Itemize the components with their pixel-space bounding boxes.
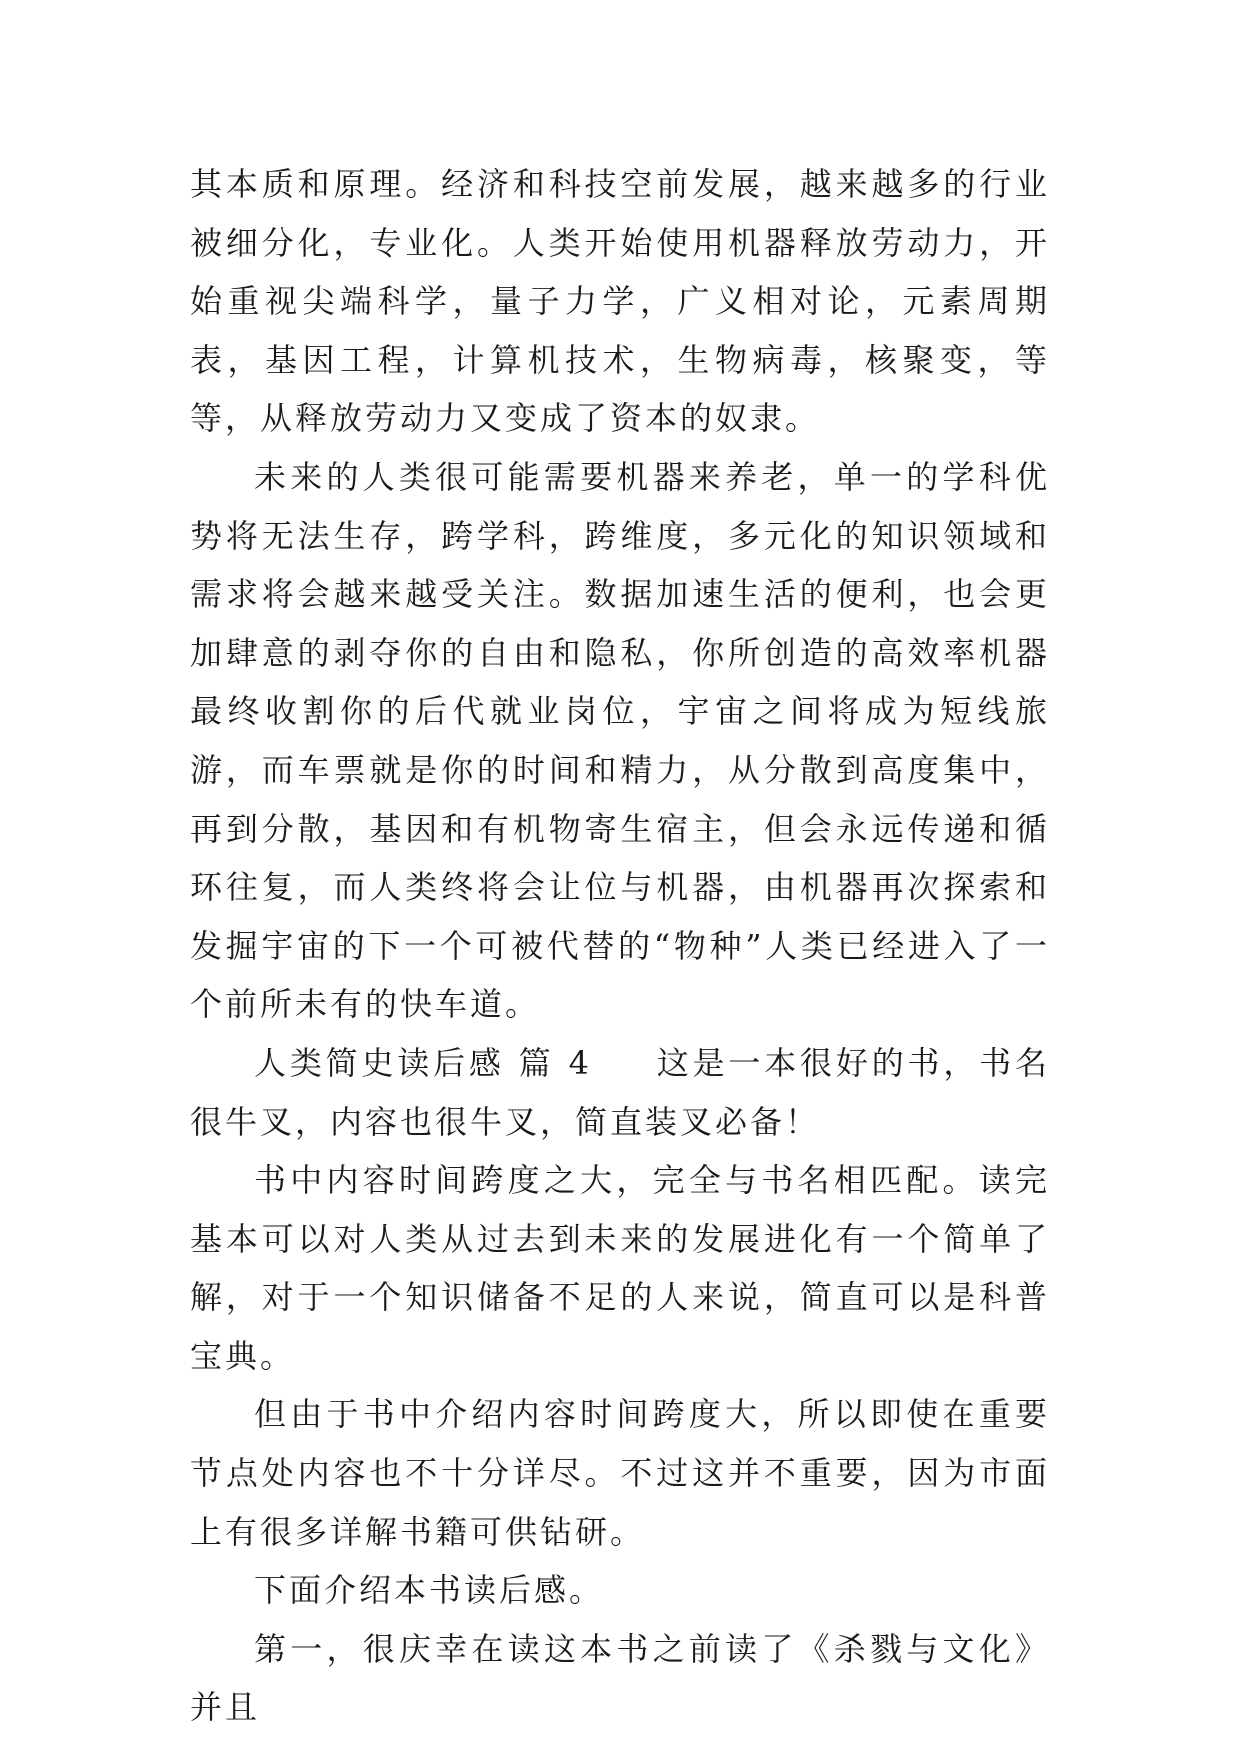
paragraph-details: 但由于书中介绍内容时间跨度大，所以即使在重要节点处内容也不十分详尽。不过这并不重要，因为市面上有很多详解书籍可供钻研。 (190, 1395, 1050, 1551)
paragraph-first-point: 第一，很庆幸在读这本书之前读了《杀戮与文化》并且 (190, 1629, 1050, 1727)
article-heading: 人类简史读后感 篇 4 (254, 1043, 592, 1082)
paragraph-continued: 其本质和原理。经济和科技空前发展，越来越多的行业被细分化，专业化。人类开始使用机器释放劳动力，开始重视尖端科学，量子力学，广义相对论，元素周期表，基因工程，计算机技术，生物病毒，核聚变，等等，从释放劳动力又变成了资本的奴隶。 (190, 165, 1050, 438)
paragraph-article-4-intro (190, 1034, 1050, 1151)
paragraph-future-of-humanity: 未来的人类很可能需要机器来养老，单一的学科优势将无法生存，跨学科，跨维度，多元化的知识领域和需求将会越来越受关注。数据加速生活的便利，也会更加肆意的剥夺你的自由和隐私，你所创造的高效率机器最终收割你的后代就业岗位，宇宙之间将成为短线旅游，而车票就是你的时间和精力，从分散到高度集中，再到分散，基因和有机物寄生宿主，但会永远传递和循环往复，而人类终将会让位与机器，由机器再次探索和发掘宇宙的下一个可被代替的“物种”人类已经进入了一个前所未有的快车道。 (190, 457, 1050, 1024)
article-intro-text: 这是一本很好的书，书名很牛叉，内容也很牛叉，简直装叉必备！ (190, 1043, 1050, 1141)
paragraph-time-span: 书中内容时间跨度之大，完全与书名相匹配。读完基本可以对人类从过去到未来的发展进化有一个简单了解，对于一个知识储备不足的人来说，简直可以是科普宝典。 (190, 1161, 1050, 1375)
document-body (190, 155, 1050, 1737)
paragraph-intro-review: 下面介绍本书读后感。 (254, 1571, 605, 1610)
